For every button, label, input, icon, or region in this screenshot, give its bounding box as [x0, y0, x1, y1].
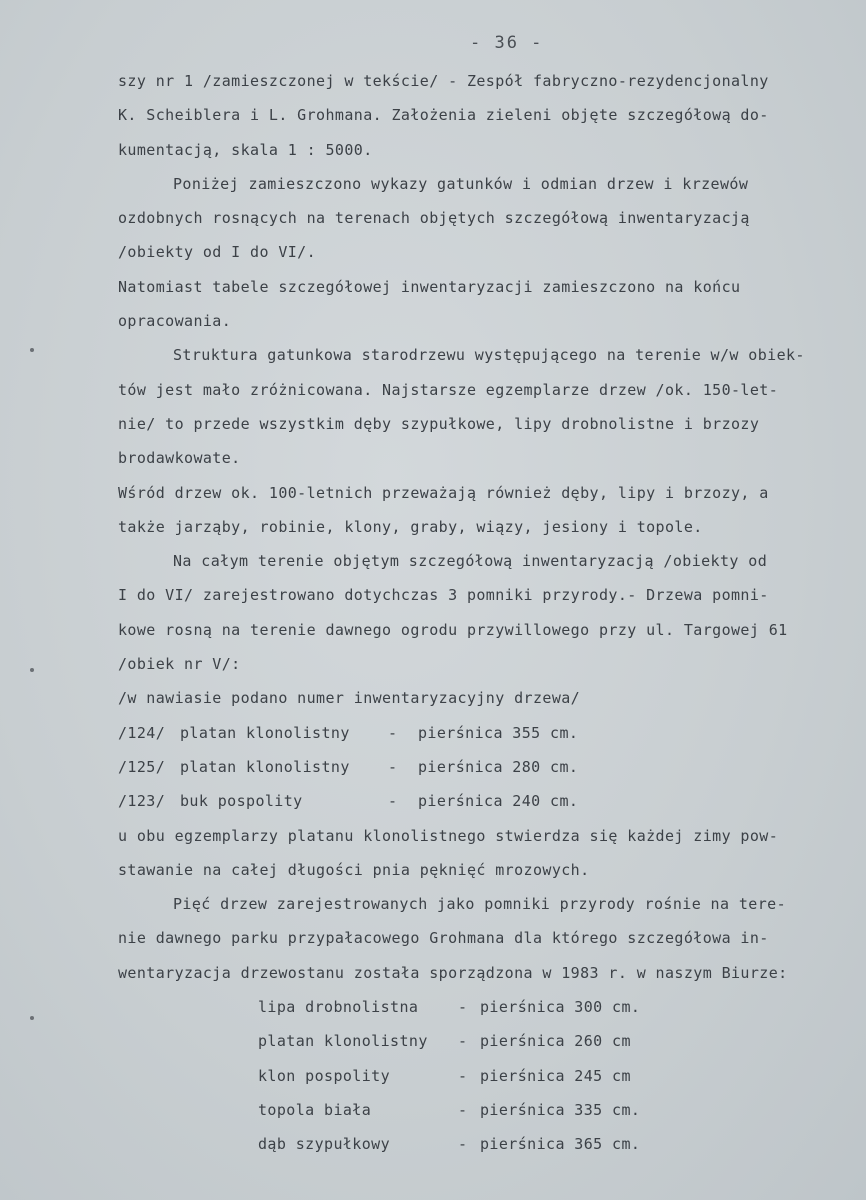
text-line: stawanie na całej długości pnia pęknięć mrozowych.: [118, 860, 590, 879]
text-line: /obiekty od I do VI/.: [118, 243, 317, 262]
monument-list-1: [118, 716, 853, 819]
punch-hole-mark: [30, 348, 34, 352]
separator-dash: -: [458, 1032, 468, 1051]
separator-dash: -: [458, 998, 468, 1017]
tree-species: klon pospolity: [258, 1066, 391, 1085]
monument-list-item: [118, 750, 853, 784]
text-line: wentaryzacja drzewostanu została sporządzona w 1983 r. w naszym Biurze:: [118, 963, 788, 982]
text-line: brodawkowate.: [118, 449, 241, 468]
tree-girth: pierśnica 245 cm: [480, 1066, 631, 1085]
text-line: Struktura gatunkowa starodrzewu występującego na terenie w/w obiek-: [173, 346, 805, 365]
text-line: Na całym terenie objętym szczegółową inwentaryzacją /obiekty od: [173, 552, 768, 571]
separator-dash: -: [458, 1135, 468, 1154]
text-line: I do VI/ zarejestrowano dotychczas 3 pomniki przyrody.- Drzewa pomni-: [118, 586, 769, 605]
tree-girth: pierśnica 355 cm.: [418, 723, 579, 742]
monument-list-item: [118, 1024, 853, 1058]
separator-dash: -: [388, 792, 398, 811]
tree-species: platan klonolistny: [180, 757, 350, 776]
text-line: tów jest mało zróżnicowana. Najstarsze egzemplarze drzew /ok. 150-let-: [118, 380, 779, 399]
monument-list-item: [118, 1059, 853, 1093]
tree-girth: pierśnica 240 cm.: [418, 792, 579, 811]
monument-list-item: [118, 1093, 853, 1127]
separator-dash: -: [388, 757, 398, 776]
punch-hole-mark: [30, 1016, 34, 1020]
tree-inventory-number: /125/: [118, 757, 166, 776]
tree-girth: pierśnica 365 cm.: [480, 1135, 641, 1154]
tree-girth: pierśnica 335 cm.: [480, 1100, 641, 1119]
monument-list-item: [118, 784, 853, 818]
text-line: Natomiast tabele szczegółowej inwentaryzacji zamieszczono na końcu: [118, 277, 741, 296]
tree-species: platan klonolistny: [180, 723, 350, 742]
tree-inventory-number: /124/: [118, 723, 166, 742]
punch-hole-mark: [30, 668, 34, 672]
monument-list-item: [118, 716, 853, 750]
text-line: nie dawnego parku przypałacowego Grohmana dla którego szczegółowa in-: [118, 929, 769, 948]
text-line: K. Scheiblera i L. Grohmana. Założenia zieleni objęte szczegółową do-: [118, 106, 769, 125]
separator-dash: -: [458, 1066, 468, 1085]
separator-dash: -: [458, 1100, 468, 1119]
text-line: u obu egzemplarzy platanu klonolistnego stwierdza się każdej zimy pow-: [118, 826, 779, 845]
page-number: - 36 -: [470, 33, 544, 53]
separator-dash: -: [388, 723, 398, 742]
text-line: Poniżej zamieszczono wykazy gatunków i odmian drzew i krzewów: [173, 174, 749, 193]
text-line: opracowania.: [118, 312, 232, 331]
text-line: Wśród drzew ok. 100-letnich przeważają również dęby, lipy i brzozy, a: [118, 483, 769, 502]
monument-list-item: [118, 1127, 853, 1161]
text-line: kowe rosną na terenie dawnego ogrodu przywillowego przy ul. Targowej 61: [118, 620, 788, 639]
tree-girth: pierśnica 300 cm.: [480, 998, 641, 1017]
tree-species: topola biała: [258, 1100, 372, 1119]
tree-inventory-number: /123/: [118, 792, 166, 811]
monument-list-item: [118, 990, 853, 1024]
tree-girth: pierśnica 260 cm: [480, 1032, 631, 1051]
tree-species: dąb szypułkowy: [258, 1135, 391, 1154]
text-line: kumentacją, skala 1 : 5000.: [118, 140, 373, 159]
tree-girth: pierśnica 280 cm.: [418, 757, 579, 776]
text-line: także jarząby, robinie, klony, graby, wiązy, jesiony i topole.: [118, 517, 703, 536]
text-line: ozdobnych rosnących na terenach objętych szczegółową inwentaryzacją: [118, 209, 750, 228]
tree-species: platan klonolistny: [258, 1032, 428, 1051]
text-line: nie/ to przede wszystkim dęby szypułkowe, lipy drobnolistne i brzozy: [118, 414, 760, 433]
tree-species: lipa drobnolistna: [258, 998, 419, 1017]
monument-list-2: [118, 990, 853, 1161]
text-line: szy nr 1 /zamieszczonej w tekście/ - Zespół fabryczno-rezydencjonalny: [118, 72, 769, 90]
tree-species: buk pospolity: [180, 792, 303, 811]
text-line: Pięć drzew zarejestrowanych jako pomniki przyrody rośnie na tere-: [173, 895, 786, 914]
text-line: /w nawiasie podano numer inwentaryzacyjny drzewa/: [118, 689, 581, 708]
text-line: /obiek nr V/:: [118, 655, 241, 674]
document-body: [118, 64, 853, 1162]
